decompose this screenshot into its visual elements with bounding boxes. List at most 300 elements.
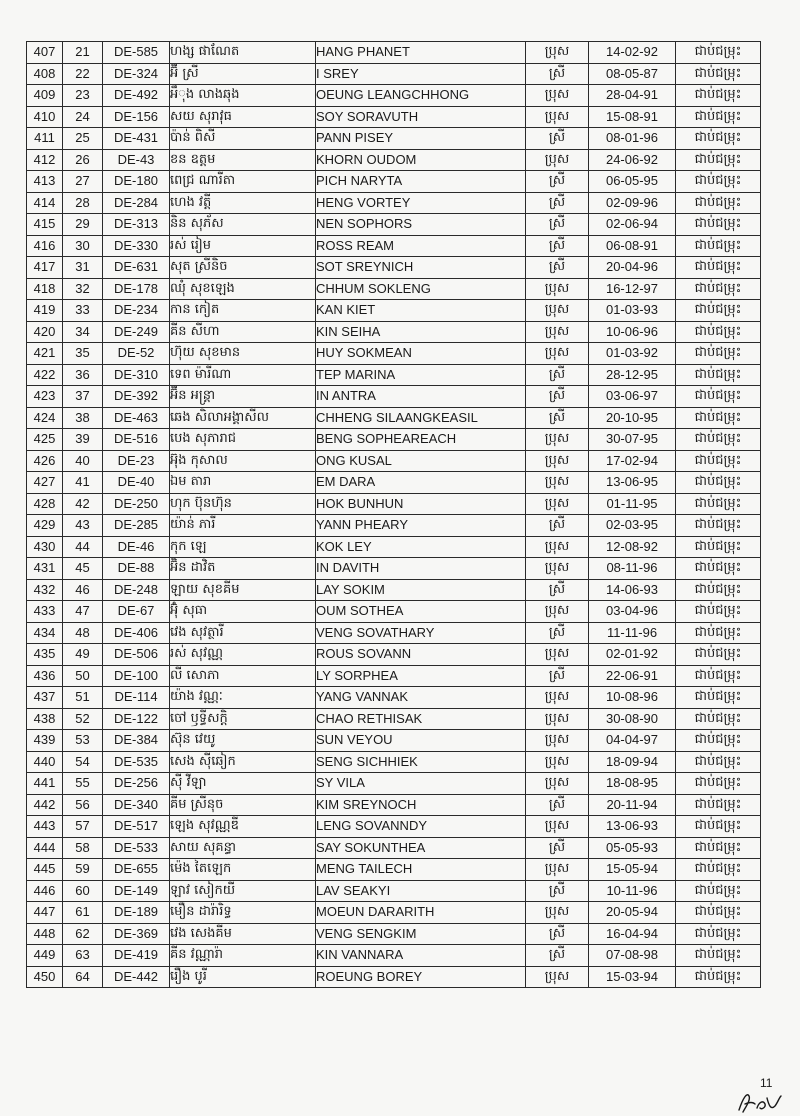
sex-cell: ប្រុស — [526, 450, 589, 472]
sex-cell: ប្រុស — [526, 343, 589, 365]
date-of-birth-cell: 06-05-95 — [589, 171, 676, 193]
khmer-name-cell: សេង ស៊ីឆៀក — [170, 751, 316, 773]
sub-number-cell: 30 — [63, 235, 103, 257]
table-row — [27, 171, 761, 193]
handwritten-initials — [735, 1088, 785, 1114]
latin-name-cell: KIN SEIHA — [316, 321, 526, 343]
candidate-code-cell: DE-463 — [103, 407, 170, 429]
khmer-name-cell: វេង សុវត្ថារី — [170, 622, 316, 644]
row-number-cell: 421 — [27, 343, 63, 365]
table-row — [27, 794, 761, 816]
khmer-name-cell: រស់ រៀម — [170, 235, 316, 257]
candidate-code-cell: DE-122 — [103, 708, 170, 730]
result-cell: ជាប់ជម្រុះ — [676, 622, 761, 644]
candidate-code-cell: DE-156 — [103, 106, 170, 128]
latin-name-cell: CHAO RETHISAK — [316, 708, 526, 730]
sex-cell: ស្រី — [526, 837, 589, 859]
sex-cell: ស្រី — [526, 235, 589, 257]
sub-number-cell: 31 — [63, 257, 103, 279]
sex-cell: ស្រី — [526, 171, 589, 193]
latin-name-cell: HANG PHANET — [316, 42, 526, 64]
sex-cell: ប្រុស — [526, 859, 589, 881]
sub-number-cell: 44 — [63, 536, 103, 558]
sex-cell: ស្រី — [526, 515, 589, 537]
table-row — [27, 837, 761, 859]
sex-cell: ប្រុស — [526, 902, 589, 924]
sex-cell: ប្រុស — [526, 536, 589, 558]
latin-name-cell: ROUS SOVANN — [316, 644, 526, 666]
result-cell: ជាប់ជម្រុះ — [676, 343, 761, 365]
row-number-cell: 409 — [27, 85, 63, 107]
latin-name-cell: NEN SOPHORS — [316, 214, 526, 236]
result-cell: ជាប់ជម្រុះ — [676, 106, 761, 128]
row-number-cell: 416 — [27, 235, 63, 257]
sex-cell: ស្រី — [526, 945, 589, 967]
sub-number-cell: 33 — [63, 300, 103, 322]
row-number-cell: 425 — [27, 429, 63, 451]
date-of-birth-cell: 01-03-93 — [589, 300, 676, 322]
khmer-name-cell: គីន វណ្ណារ៉ា — [170, 945, 316, 967]
date-of-birth-cell: 30-08-90 — [589, 708, 676, 730]
sex-cell: ស្រី — [526, 128, 589, 150]
sex-cell: ប្រុស — [526, 429, 589, 451]
khmer-name-cell: គីន សីហា — [170, 321, 316, 343]
date-of-birth-cell: 22-06-91 — [589, 665, 676, 687]
result-cell: ជាប់ជម្រុះ — [676, 773, 761, 795]
date-of-birth-cell: 10-06-96 — [589, 321, 676, 343]
candidate-code-cell: DE-285 — [103, 515, 170, 537]
khmer-name-cell: ទេព ម៉ារីណា — [170, 364, 316, 386]
row-number-cell: 448 — [27, 923, 63, 945]
table-row — [27, 579, 761, 601]
latin-name-cell: SAY SOKUNTHEA — [316, 837, 526, 859]
date-of-birth-cell: 02-09-96 — [589, 192, 676, 214]
sex-cell: ប្រុស — [526, 300, 589, 322]
latin-name-cell: MOEUN DARARITH — [316, 902, 526, 924]
khmer-name-cell: កុក ឡេ — [170, 536, 316, 558]
candidate-code-cell: DE-406 — [103, 622, 170, 644]
candidate-code-cell: DE-46 — [103, 536, 170, 558]
row-number-cell: 439 — [27, 730, 63, 752]
sub-number-cell: 57 — [63, 816, 103, 838]
sex-cell: ប្រុស — [526, 278, 589, 300]
row-number-cell: 446 — [27, 880, 63, 902]
candidate-code-cell: DE-23 — [103, 450, 170, 472]
date-of-birth-cell: 11-11-96 — [589, 622, 676, 644]
result-cell: ជាប់ជម្រុះ — [676, 558, 761, 580]
result-cell: ជាប់ជម្រុះ — [676, 751, 761, 773]
khmer-name-cell: ចៅ ឫទ្ធីសក្តិ — [170, 708, 316, 730]
row-number-cell: 432 — [27, 579, 63, 601]
latin-name-cell: EM DARA — [316, 472, 526, 494]
result-cell: ជាប់ជម្រុះ — [676, 966, 761, 988]
sub-number-cell: 38 — [63, 407, 103, 429]
sub-number-cell: 46 — [63, 579, 103, 601]
result-cell: ជាប់ជម្រុះ — [676, 730, 761, 752]
candidate-code-cell: DE-369 — [103, 923, 170, 945]
candidate-code-cell: DE-517 — [103, 816, 170, 838]
row-number-cell: 433 — [27, 601, 63, 623]
sub-number-cell: 42 — [63, 493, 103, 515]
latin-name-cell: LAY SOKIM — [316, 579, 526, 601]
table-row — [27, 429, 761, 451]
date-of-birth-cell: 01-11-95 — [589, 493, 676, 515]
sex-cell: ប្រុស — [526, 644, 589, 666]
row-number-cell: 424 — [27, 407, 63, 429]
result-cell: ជាប់ជម្រុះ — [676, 880, 761, 902]
date-of-birth-cell: 01-03-92 — [589, 343, 676, 365]
table-row — [27, 751, 761, 773]
candidate-code-cell: DE-419 — [103, 945, 170, 967]
row-number-cell: 419 — [27, 300, 63, 322]
latin-name-cell: TEP MARINA — [316, 364, 526, 386]
sub-number-cell: 35 — [63, 343, 103, 365]
table-row — [27, 235, 761, 257]
sub-number-cell: 58 — [63, 837, 103, 859]
result-cell: ជាប់ជម្រុះ — [676, 945, 761, 967]
latin-name-cell: HOK BUNHUN — [316, 493, 526, 515]
latin-name-cell: ROEUNG BOREY — [316, 966, 526, 988]
sub-number-cell: 23 — [63, 85, 103, 107]
sex-cell: ស្រី — [526, 364, 589, 386]
khmer-name-cell: រឿង បូរី — [170, 966, 316, 988]
date-of-birth-cell: 06-08-91 — [589, 235, 676, 257]
table-row — [27, 106, 761, 128]
row-number-cell: 445 — [27, 859, 63, 881]
date-of-birth-cell: 08-11-96 — [589, 558, 676, 580]
result-cell: ជាប់ជម្រុះ — [676, 515, 761, 537]
result-cell: ជាប់ជម្រុះ — [676, 128, 761, 150]
row-number-cell: 427 — [27, 472, 63, 494]
sub-number-cell: 62 — [63, 923, 103, 945]
table-row — [27, 214, 761, 236]
candidate-code-cell: DE-40 — [103, 472, 170, 494]
row-number-cell: 415 — [27, 214, 63, 236]
table-row — [27, 644, 761, 666]
result-cell: ជាប់ជម្រុះ — [676, 902, 761, 924]
date-of-birth-cell: 28-12-95 — [589, 364, 676, 386]
table-row — [27, 364, 761, 386]
candidate-code-cell: DE-340 — [103, 794, 170, 816]
latin-name-cell: KHORN OUDOM — [316, 149, 526, 171]
date-of-birth-cell: 20-11-94 — [589, 794, 676, 816]
table-row — [27, 880, 761, 902]
sub-number-cell: 45 — [63, 558, 103, 580]
table-row — [27, 515, 761, 537]
khmer-name-cell: ឡាយ សុខគីម — [170, 579, 316, 601]
row-number-cell: 442 — [27, 794, 63, 816]
row-number-cell: 449 — [27, 945, 63, 967]
sex-cell: ប្រុស — [526, 816, 589, 838]
sub-number-cell: 60 — [63, 880, 103, 902]
sex-cell: ប្រុស — [526, 85, 589, 107]
date-of-birth-cell: 15-05-94 — [589, 859, 676, 881]
row-number-cell: 436 — [27, 665, 63, 687]
result-cell: ជាប់ជម្រុះ — [676, 235, 761, 257]
table-row — [27, 558, 761, 580]
row-number-cell: 417 — [27, 257, 63, 279]
latin-name-cell: VENG SOVATHARY — [316, 622, 526, 644]
latin-name-cell: LAV SEAKYI — [316, 880, 526, 902]
result-cell: ជាប់ជម្រុះ — [676, 665, 761, 687]
table-row — [27, 450, 761, 472]
row-number-cell: 434 — [27, 622, 63, 644]
sub-number-cell: 40 — [63, 450, 103, 472]
sub-number-cell: 28 — [63, 192, 103, 214]
khmer-name-cell: ម៉េង តៃឡេក — [170, 859, 316, 881]
khmer-name-cell: យ៉ាង វណ្ណៈ — [170, 687, 316, 709]
sub-number-cell: 36 — [63, 364, 103, 386]
table-row — [27, 407, 761, 429]
candidate-code-cell: DE-52 — [103, 343, 170, 365]
row-number-cell: 413 — [27, 171, 63, 193]
khmer-name-cell: ពេជ្រ ណារីតា — [170, 171, 316, 193]
candidate-code-cell: DE-249 — [103, 321, 170, 343]
table-row — [27, 536, 761, 558]
result-cell: ជាប់ជម្រុះ — [676, 257, 761, 279]
sex-cell: ប្រុស — [526, 751, 589, 773]
khmer-name-cell: ប៉ាន់ ពិសី — [170, 128, 316, 150]
table-row — [27, 622, 761, 644]
date-of-birth-cell: 18-08-95 — [589, 773, 676, 795]
result-cell: ជាប់ជម្រុះ — [676, 63, 761, 85]
khmer-name-cell: សុត ស្រីនិច — [170, 257, 316, 279]
khmer-name-cell: ស៊ី វីឡា — [170, 773, 316, 795]
candidate-code-cell: DE-149 — [103, 880, 170, 902]
candidate-code-cell: DE-324 — [103, 63, 170, 85]
date-of-birth-cell: 30-07-95 — [589, 429, 676, 451]
row-number-cell: 422 — [27, 364, 63, 386]
latin-name-cell: HUY SOKMEAN — [316, 343, 526, 365]
sub-number-cell: 55 — [63, 773, 103, 795]
latin-name-cell: OUM SOTHEA — [316, 601, 526, 623]
khmer-name-cell: កាន កៀត — [170, 300, 316, 322]
sub-number-cell: 25 — [63, 128, 103, 150]
candidate-code-cell: DE-631 — [103, 257, 170, 279]
candidate-code-cell: DE-310 — [103, 364, 170, 386]
sub-number-cell: 48 — [63, 622, 103, 644]
candidate-code-cell: DE-655 — [103, 859, 170, 881]
result-cell: ជាប់ជម្រុះ — [676, 149, 761, 171]
sex-cell: ប្រុស — [526, 601, 589, 623]
table-row — [27, 708, 761, 730]
result-cell: ជាប់ជម្រុះ — [676, 42, 761, 64]
result-cell: ជាប់ជម្រុះ — [676, 687, 761, 709]
khmer-name-cell: អឹុង លាងឆុង — [170, 85, 316, 107]
row-number-cell: 418 — [27, 278, 63, 300]
date-of-birth-cell: 02-03-95 — [589, 515, 676, 537]
candidate-code-cell: DE-313 — [103, 214, 170, 236]
candidate-code-cell: DE-114 — [103, 687, 170, 709]
sub-number-cell: 52 — [63, 708, 103, 730]
row-number-cell: 430 — [27, 536, 63, 558]
candidate-code-cell: DE-585 — [103, 42, 170, 64]
latin-name-cell: I SREY — [316, 63, 526, 85]
row-number-cell: 450 — [27, 966, 63, 988]
sex-cell: ស្រី — [526, 386, 589, 408]
table-row — [27, 63, 761, 85]
candidate-code-cell: DE-234 — [103, 300, 170, 322]
date-of-birth-cell: 28-04-91 — [589, 85, 676, 107]
date-of-birth-cell: 16-12-97 — [589, 278, 676, 300]
sex-cell: ស្រី — [526, 622, 589, 644]
khmer-name-cell: សយ សុរាវុធ — [170, 106, 316, 128]
result-cell: ជាប់ជម្រុះ — [676, 171, 761, 193]
khmer-name-cell: អ៊ិន ដាវិត — [170, 558, 316, 580]
candidate-code-cell: DE-535 — [103, 751, 170, 773]
result-cell: ជាប់ជម្រុះ — [676, 192, 761, 214]
date-of-birth-cell: 16-04-94 — [589, 923, 676, 945]
date-of-birth-cell: 20-05-94 — [589, 902, 676, 924]
latin-name-cell: ONG KUSAL — [316, 450, 526, 472]
row-number-cell: 411 — [27, 128, 63, 150]
candidate-code-cell: DE-516 — [103, 429, 170, 451]
latin-name-cell: SUN VEYOU — [316, 730, 526, 752]
row-number-cell: 412 — [27, 149, 63, 171]
khmer-name-cell: រស់ សុវណ្ណ — [170, 644, 316, 666]
khmer-name-cell: អ៊ីន អន្ត្រា — [170, 386, 316, 408]
candidate-code-cell: DE-330 — [103, 235, 170, 257]
row-number-cell: 447 — [27, 902, 63, 924]
table-row — [27, 278, 761, 300]
khmer-name-cell: បេង សុភារាជ — [170, 429, 316, 451]
row-number-cell: 431 — [27, 558, 63, 580]
date-of-birth-cell: 04-04-97 — [589, 730, 676, 752]
table-row — [27, 472, 761, 494]
khmer-name-cell: ឯម តារា — [170, 472, 316, 494]
date-of-birth-cell: 07-08-98 — [589, 945, 676, 967]
table-row — [27, 923, 761, 945]
latin-name-cell: SY VILA — [316, 773, 526, 795]
khmer-name-cell: ហ៊ុយ សុខមាន — [170, 343, 316, 365]
date-of-birth-cell: 10-08-96 — [589, 687, 676, 709]
results-table — [26, 41, 761, 988]
latin-name-cell: LY SORPHEA — [316, 665, 526, 687]
latin-name-cell: SOY SORAVUTH — [316, 106, 526, 128]
sub-number-cell: 49 — [63, 644, 103, 666]
candidate-code-cell: DE-284 — [103, 192, 170, 214]
khmer-name-cell: ហេង វត្តី — [170, 192, 316, 214]
sub-number-cell: 61 — [63, 902, 103, 924]
sub-number-cell: 34 — [63, 321, 103, 343]
candidate-code-cell: DE-178 — [103, 278, 170, 300]
table-row — [27, 687, 761, 709]
result-cell: ជាប់ជម្រុះ — [676, 278, 761, 300]
sub-number-cell: 47 — [63, 601, 103, 623]
latin-name-cell: MENG TAILECH — [316, 859, 526, 881]
latin-name-cell: YANG VANNAK — [316, 687, 526, 709]
candidate-code-cell: DE-180 — [103, 171, 170, 193]
candidate-code-cell: DE-189 — [103, 902, 170, 924]
candidate-code-cell: DE-392 — [103, 386, 170, 408]
latin-name-cell: SENG SICHHIEK — [316, 751, 526, 773]
sex-cell: ប្រុស — [526, 773, 589, 795]
row-number-cell: 423 — [27, 386, 63, 408]
table-row — [27, 192, 761, 214]
khmer-name-cell: ហុក ប៊ុនហ៊ុន — [170, 493, 316, 515]
sex-cell: ស្រី — [526, 63, 589, 85]
khmer-name-cell: គីម ស្រីនុច — [170, 794, 316, 816]
row-number-cell: 414 — [27, 192, 63, 214]
candidate-code-cell: DE-256 — [103, 773, 170, 795]
candidate-code-cell: DE-442 — [103, 966, 170, 988]
latin-name-cell: ROSS REAM — [316, 235, 526, 257]
table-row — [27, 257, 761, 279]
khmer-name-cell: អ៊ុង កុសាល — [170, 450, 316, 472]
khmer-name-cell: ឡេង សុវណ្ណឌី — [170, 816, 316, 838]
sub-number-cell: 26 — [63, 149, 103, 171]
result-cell: ជាប់ជម្រុះ — [676, 450, 761, 472]
row-number-cell: 429 — [27, 515, 63, 537]
result-cell: ជាប់ជម្រុះ — [676, 837, 761, 859]
row-number-cell: 438 — [27, 708, 63, 730]
result-cell: ជាប់ជម្រុះ — [676, 794, 761, 816]
latin-name-cell: LENG SOVANNDY — [316, 816, 526, 838]
result-cell: ជាប់ជម្រុះ — [676, 321, 761, 343]
sex-cell: ប្រុស — [526, 708, 589, 730]
sub-number-cell: 24 — [63, 106, 103, 128]
candidate-code-cell: DE-43 — [103, 149, 170, 171]
date-of-birth-cell: 03-06-97 — [589, 386, 676, 408]
date-of-birth-cell: 13-06-95 — [589, 472, 676, 494]
khmer-name-cell: ខន ឧត្តម — [170, 149, 316, 171]
date-of-birth-cell: 14-02-92 — [589, 42, 676, 64]
table-row — [27, 773, 761, 795]
sub-number-cell: 50 — [63, 665, 103, 687]
date-of-birth-cell: 02-01-92 — [589, 644, 676, 666]
table-row — [27, 665, 761, 687]
sub-number-cell: 37 — [63, 386, 103, 408]
table-row — [27, 859, 761, 881]
sub-number-cell: 54 — [63, 751, 103, 773]
row-number-cell: 443 — [27, 816, 63, 838]
table-row — [27, 601, 761, 623]
candidate-code-cell: DE-492 — [103, 85, 170, 107]
khmer-name-cell: សាយ សុគន្ធា — [170, 837, 316, 859]
date-of-birth-cell: 08-01-96 — [589, 128, 676, 150]
date-of-birth-cell: 18-09-94 — [589, 751, 676, 773]
khmer-name-cell: មឿន ដារ៉ារិទ្ធ — [170, 902, 316, 924]
candidate-code-cell: DE-533 — [103, 837, 170, 859]
latin-name-cell: KOK LEY — [316, 536, 526, 558]
sex-cell: ប្រុស — [526, 730, 589, 752]
sex-cell: ស្រី — [526, 794, 589, 816]
table-row — [27, 730, 761, 752]
table-row — [27, 902, 761, 924]
result-cell: ជាប់ជម្រុះ — [676, 923, 761, 945]
sex-cell: ស្រី — [526, 880, 589, 902]
page-number: 11 — [760, 1076, 773, 1090]
result-cell: ជាប់ជម្រុះ — [676, 493, 761, 515]
sub-number-cell: 53 — [63, 730, 103, 752]
latin-name-cell: CHHUM SOKLENG — [316, 278, 526, 300]
latin-name-cell: HENG VORTEY — [316, 192, 526, 214]
latin-name-cell: KIM SREYNOCH — [316, 794, 526, 816]
row-number-cell: 440 — [27, 751, 63, 773]
date-of-birth-cell: 03-04-96 — [589, 601, 676, 623]
latin-name-cell: PICH NARYTA — [316, 171, 526, 193]
candidate-code-cell: DE-250 — [103, 493, 170, 515]
sex-cell: ប្រុស — [526, 966, 589, 988]
khmer-name-cell: ស៊ុន វេយូ — [170, 730, 316, 752]
candidate-code-cell: DE-506 — [103, 644, 170, 666]
result-cell: ជាប់ជម្រុះ — [676, 364, 761, 386]
result-cell: ជាប់ជម្រុះ — [676, 644, 761, 666]
candidate-code-cell: DE-67 — [103, 601, 170, 623]
latin-name-cell: OEUNG LEANGCHHONG — [316, 85, 526, 107]
table-row — [27, 85, 761, 107]
latin-name-cell: CHHENG SILAANGKEASIL — [316, 407, 526, 429]
